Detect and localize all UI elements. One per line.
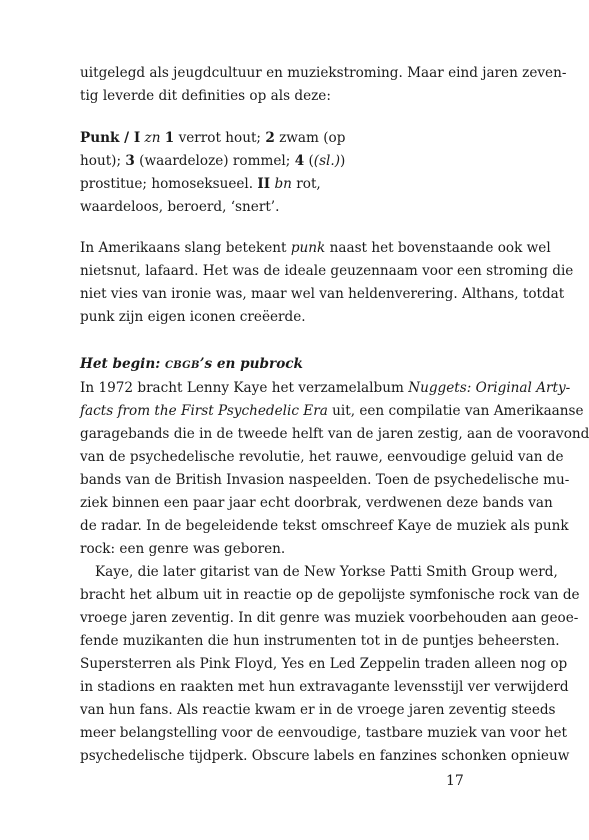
intro-line-2: tig leverde dit definities op als deze: xyxy=(80,88,331,104)
paragraph-2-line-4: punk zijn eigen iconen creëerde. xyxy=(80,309,306,325)
paragraph-3-line-5: bands van de British Invasion naspeelden. Toen de psychedelische mu- xyxy=(80,472,570,488)
paragraph-2-line-1: In Amerikaans slang betekent punk naast het bovenstaande ook wel xyxy=(80,240,551,256)
page-number: 17 xyxy=(446,773,464,789)
paragraph-4-line-2: bracht het album uit in reactie op de gepolijste symfonische rock van de xyxy=(80,587,580,603)
paragraph-2-line-2: nietsnut, lafaard. Het was de ideale geuzennaam voor een stroming die xyxy=(80,263,574,279)
paragraph-4-line-7: van hun fans. Als reactie kwam er in de vroege jaren zeventig steeds xyxy=(80,702,556,718)
paragraph-3-line-1: In 1972 bracht Lenny Kaye het verzamelalbum Nuggets: Original Arty- xyxy=(80,380,571,396)
paragraph-4-line-9: psychedelische tijdperk. Obscure labels en fanzines schonken opnieuw xyxy=(80,748,570,764)
paragraph-4-line-5: Supersterren als Pink Floyd, Yes en Led Zeppelin traden alleen nog op xyxy=(80,656,568,672)
paragraph-3-line-8: rock: een genre was geboren. xyxy=(80,541,286,557)
paragraph-4-line-4: fende muzikanten die hun instrumenten tot in de puntjes beheersten. xyxy=(80,633,560,649)
definition-line-3: prostitue; homoseksueel. II bn rot, xyxy=(80,176,321,192)
paragraph-3-line-3: garagebands die in de tweede helft van de jaren zestig, aan de vooravond xyxy=(80,426,589,442)
definition-line-2: hout); 3 (waardeloze) rommel; 4 ((sl.)) xyxy=(80,153,346,169)
section-heading: Het begin: CBGB’s en pubrock xyxy=(80,356,303,372)
paragraph-4-line-6: in stadions en raakten met hun extravagante levensstijl ver verwijderd xyxy=(80,679,569,695)
paragraph-3-line-6: ziek binnen een paar jaar echt doorbrak, verdwenen deze bands van xyxy=(80,495,553,511)
paragraph-4-line-8: meer belangstelling voor de eenvoudige, tastbare muziek van voor het xyxy=(80,725,568,741)
paragraph-3-line-4: van de psychedelische revolutie, het rauwe, eenvoudige geluid van de xyxy=(80,449,564,465)
intro-line-1: uitgelegd als jeugdcultuur en muziekstroming. Maar eind jaren zeven- xyxy=(80,65,567,81)
paragraph-3-line-2: facts from the First Psychedelic Era uit, een compilatie van Amerikaanse xyxy=(80,403,584,419)
definition-line-4: waardeloos, beroerd, ‘snert’. xyxy=(80,199,280,215)
paragraph-3-line-7: de radar. In de begeleidende tekst omschreef Kaye de muziek als punk xyxy=(80,518,569,534)
paragraph-4-line-3: vroege jaren zeventig. In dit genre was muziek voorbehouden aan geoe- xyxy=(80,610,579,626)
paragraph-4-line-1: Kaye, die later gitarist van de New Yorkse Patti Smith Group werd, xyxy=(95,564,558,580)
paragraph-2-line-3: niet vies van ironie was, maar wel van heldenverering. Althans, totdat xyxy=(80,286,565,302)
definition-line-1: Punk / I zn 1 verrot hout; 2 zwam (op xyxy=(80,130,346,146)
